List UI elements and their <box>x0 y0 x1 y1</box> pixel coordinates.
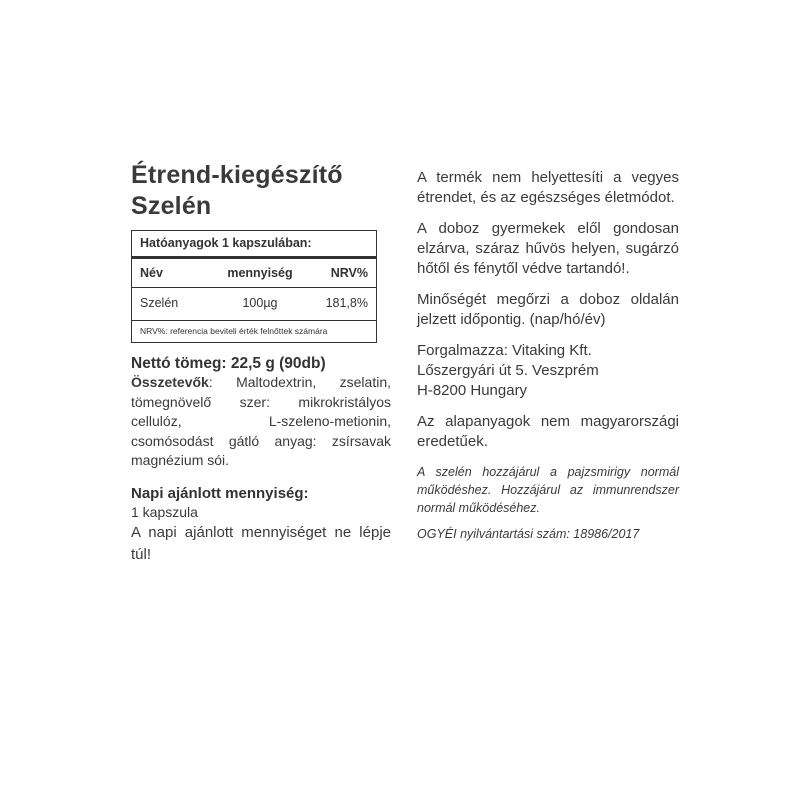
origin-notice: Az alapanyagok nem magyarországi eredetűek. <box>417 413 679 450</box>
diet-notice: A termék nem helyettesíti a vegyes étrendet, és az egészséges életmódot. <box>417 169 679 206</box>
dose-warning: A napi ajánlott mennyiséget ne lépje túl! <box>131 523 391 563</box>
header-amount: mennyiség <box>227 266 293 280</box>
table-note: NRV%: referencia beviteli érték felnőttek számára <box>140 326 328 336</box>
left-column <box>131 160 391 566</box>
distributor-name: Forgalmazza: Vitaking Kft. <box>417 342 592 359</box>
best-before-notice: Minőségét megőrzi a doboz oldalán jelzett időpontig. (nap/hó/év) <box>417 291 679 328</box>
distributor-street: Lőszergyári út 5. Veszprém <box>417 362 599 379</box>
table-title: Hatóanyagok 1 kapszulában: <box>132 231 376 259</box>
cell-nrv: 181,8% <box>325 296 368 310</box>
table-row <box>132 288 376 321</box>
ingredients-label: Összetevők <box>131 374 209 390</box>
product-title <box>131 160 391 222</box>
header-nrv: NRV% <box>330 266 368 280</box>
net-weight: Nettó tömeg: 22,5 g (90db) <box>131 355 326 372</box>
cell-amount: 100µg <box>242 296 278 310</box>
storage-notice: A doboz gyermekek elől gondosan elzárva, száraz hűvös helyen, sugárzó hőtől és fénytől védve tartandó!. <box>417 220 679 277</box>
daily-dose-heading: Napi ajánlott mennyiség: <box>131 484 309 502</box>
distributor <box>417 341 679 401</box>
table-header-row <box>132 259 376 288</box>
distributor-country: H-8200 Hungary <box>417 382 528 399</box>
registration-number: OGYÉI nyilvántartási szám: 18986/2017 <box>417 527 640 541</box>
header-name: Név <box>140 266 163 280</box>
title-line-1: Étrend-kiegészítő <box>131 161 343 189</box>
ingredients <box>131 373 391 471</box>
cell-name: Szelén <box>140 296 179 310</box>
health-claim: A szelén hozzájárul a pajzsmirigy normál működéshez. Hozzájárul az immunrendszer normál működéséhez. <box>417 465 679 515</box>
title-line-2: Szelén <box>131 192 212 220</box>
ingredients-text: : Maltodextrin, zselatin, tömegnövelő szer: mikrokristályos cellulóz, L-szeleno-metionin, csomósodást gátló anyag: zsírsavak magnézium sói. <box>131 374 391 468</box>
right-column <box>417 160 679 541</box>
active-ingredients-table <box>131 230 377 343</box>
daily-dose-value: 1 kapszula <box>131 503 198 520</box>
